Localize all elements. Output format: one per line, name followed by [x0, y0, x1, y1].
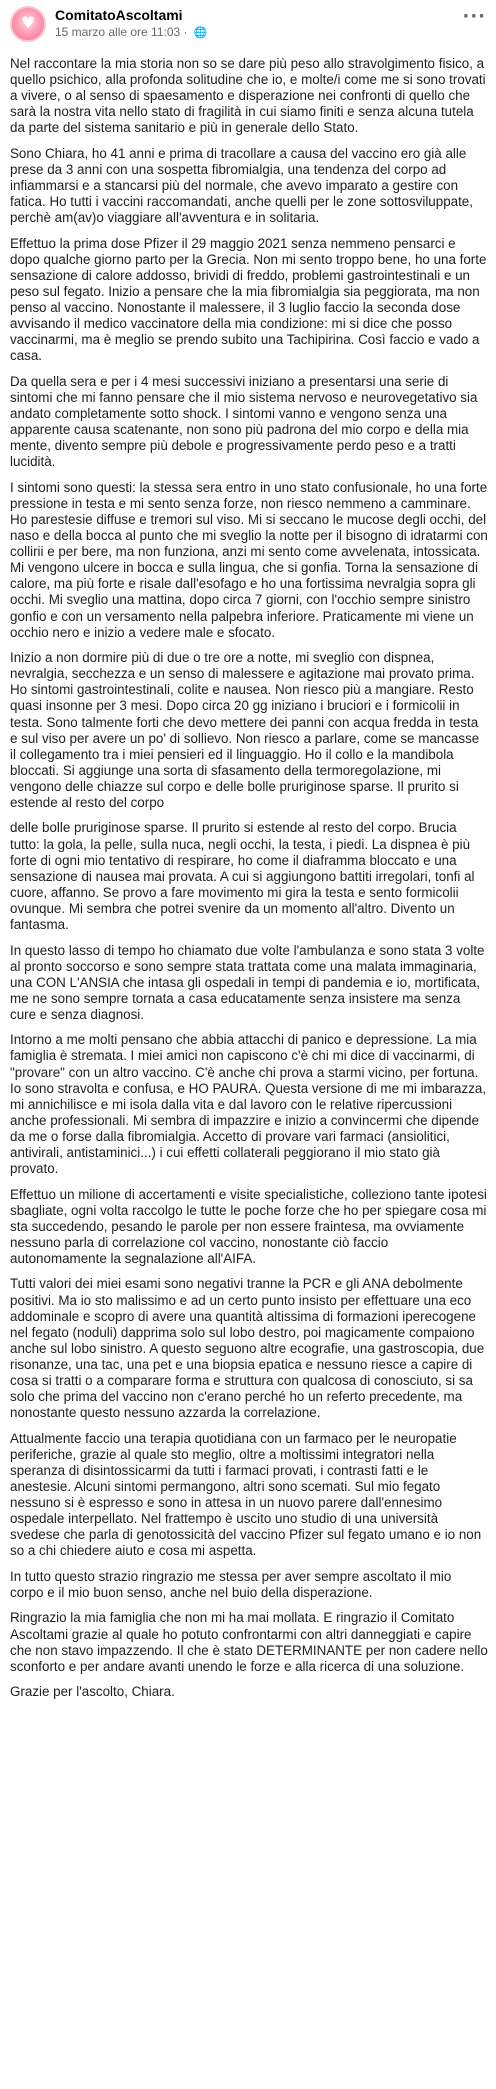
post-paragraph: Intorno a me molti pensano che abbia attacchi di panico e depressione. La mia famiglia è stremata. I miei amici non capiscono c'è chi mi dice di vaccinarmi, di "provare" con un altro vaccino. C'è anche chi prova a starmi vicino, per fortuna. Io sono stravolta e confusa, e HO PAURA. Questa versione di me mi imbarazza, mi annichilisce e mi isola dalla vita e dal lavoro con le relative ripercussioni anche professionali. Mi sembra di impazzire e inizio a convincermi che dipende da me o forse dalla fibromialgia. Accetto di provare vari farmaci (ansiolitici, antivirali, antistaminici...) i cui effetti collaterali peggiorano il mio stato già provato. — [10, 1032, 487, 1177]
post-timestamp[interactable]: 15 marzo alle ore 11:03 — [55, 25, 181, 39]
post-paragraph: Da quella sera e per i 4 mesi successivi iniziano a presentarsi una serie di sintomi che mi fanno pensare che il mio sistema nervoso e neurovegetativo sia andato completamente sotto shock. I sintomi vanno e vengono senza una apparente causa scatenante, non sono più padrona del mio corpo e della mia mente, divento sempre più debole e progressivamente perdo peso e a tratti lucidità. — [10, 373, 478, 470]
avatar[interactable] — [10, 6, 46, 42]
more-options-icon[interactable]: ··· — [462, 6, 486, 27]
post-header — [0, 0, 496, 58]
post-paragraph: delle bolle pruriginose sparse. Il prurito si estende al resto del corpo. Brucia tutto: la gola, la pelle, sulla nuca, negli occhi, la testa, i piedi. La dispnea è più forte di ogni mio tentativo di respirare, ho come il diaframma bloccato e una sensazione di nausea mai provata. A cui si aggiungono battiti irregolari, tonfi al cuore, affanno. Se provo a fare movimento mi gira la testa e sento formicolii ovunque. Mi sembra che potrei svenire da un momento all'altro. Divento un fantasma. — [10, 820, 475, 933]
post-body — [10, 56, 488, 1710]
post-paragraph: Effettuo la prima dose Pfizer il 29 maggio 2021 senza nemmeno pensarci e dopo qualche giorno parto per la Grecia. Non mi sento troppo bene, ho una forte sensazione di calore addosso, brividi di freddo, problemi gastrointestinali e un peso sul fegato. Inizio a pensare che la mia fibromialgia sia peggiorata, ma non penso al vaccino. Nonostante il malessere, il 3 luglio faccio la seconda dose avvisando il medico vaccinatore della mia condizione: mi si dice che posso vaccinarmi, ma è meglio se prendo subito una Tachipirina. Così faccio e vado a casa. — [10, 235, 487, 364]
post-paragraph: Nel raccontare la mia storia non so se dare più peso allo stravolgimento fisico, a quello psichico, alla profonda solitudine che io, e molte/i come me si sono trovati a vivere, o al senso di spaesamento e disperazione nei confronti di quello che sarà la nostra vita nello stato di fragilità in cui siamo finiti e senza alcuna tutela da parte del sistema sanitario e più in generale dello Stato. — [10, 56, 486, 136]
post-paragraph: Effettuo un milione di accertamenti e visite specialistiche, colleziono tante ipotesi sbagliate, ogni volta raccolgo le tutte le poche forze che ho per spiegare cosa mi sta succedendo, pesando le parole per non essere fraintesa, ma ovviamente nessuno parla di correlazione col vaccino, nonostante ciò faccio autonomamente la segnalazione all'AIFA. — [10, 1186, 487, 1266]
post-meta — [55, 25, 208, 39]
post-paragraph: In tutto questo strazio ringrazio me stessa per aver sempre ascoltato il mio corpo e il mio buon senso, anche nel buio della disperazione. — [10, 1568, 452, 1600]
post-paragraph: Sono Chiara, ho 41 anni e prima di tracollare a causa del vaccino ero già alle prese da 3 anni con una sospetta fibromialgia, una tendenza del corpo ad infiammarsi e a stancarsi più del normale, che avevo imparato a gestire con fatica. Ho tutti i vaccini raccomandati, anche quelli per le zone sottosviluppate, perchè am(av)o viaggiare all'avventura e in solitaria. — [10, 145, 473, 226]
post-paragraph: Inizio a non dormire più di due o tre ore a notte, mi sveglio con dispnea, nevralgia, secchezza e un senso di malessere e agitazione mai provato prima. Ho sintomi gastrointestinali, colite e nausea. Non riesco più a mangiare. Resto quasi insonne per 3 mesi. Dopo circa 20 gg iniziano i bruciori e i formicolii in testa. Sono talmente forti che devo mettere dei panni con acqua fredda in testa e sul viso per avere un po' di sollievo. Non riesco a parlare, come se mancasse il collegamento tra i miei pensieri ed il linguaggio. Ho il collo e la mandibola bloccati. Si aggiunge una sorta di sfasamento della termoregolazione, mi vengono delle chiazze sul corpo e delle bolle pruriginose sparse. Il prurito si estende al resto del corpo — [10, 650, 480, 810]
globe-icon: 🌐 — [193, 26, 208, 39]
post-paragraph: Ringrazio la mia famiglia che non mi ha mai mollata. E ringrazio il Comitato Ascoltami grazie al quale ho potuto confrontarmi con altri danneggiati e capire che non stavo impazzendo. Il che è stato DETERMINANTE per non cadere nello sconforto e per andare avanti unendo le forze e alla ricerca di una soluzione. — [10, 1610, 488, 1674]
post-paragraph: Tutti valori dei miei esami sono negativi tranne la PCR e gli ANA debolmente positivi. Ma io sto malissimo e ad un certo punto insisto per effettuare una eco addominale e scopro di avere una quantità altissima di formazioni iperecogene nel fegato (noduli) dapprima solo sul lobo destro, poi magicamente compaiono anche sul lobo sinistro. A questo seguono altre ecografie, una gastroscopia, due risonanze, una tac, una pet e una biopsia epatica e nessuno riesce a capire di cosa si tratti o a comparare forma e struttura con qualcosa di conosciuto, si sa solo che prima del vaccino non c'erano perché ho un referto precedente, ma nonostante questo nessuno azzarda la correlazione. — [10, 1276, 485, 1421]
post-paragraph: Attualmente faccio una terapia quotidiana con un farmaco per le neuropatie periferiche, grazie al quale sto meglio, oltre a moltissimi integratori nella speranza di disintossicarmi da tutti i farmaci provati, i contrasti fatti e le anestesie. Alcuni sintomi permangono, altri sono scemati. Sul mio fegato nessuno si è espresso e sono in attesa in un nuovo parere dall'ennesimo ospedale interpellato. Nel frattempo è uscito uno studio di una università svedese che parla di genotossicità del vaccino Pfizer sul fegato umano e io non so a chi chiedere aiuto e cosa mi aspetta. — [10, 1430, 482, 1559]
author-name[interactable]: ComitatoAscoltami — [55, 7, 183, 23]
post-paragraph: Grazie per l'ascolto, Chiara. — [10, 1684, 175, 1700]
post-paragraph: I sintomi sono questi: la stessa sera entro in uno stato confusionale, ho una forte pressione in testa e mi sento senza forze, non riesco nemmeno a camminare. Ho parestesie diffuse e tremori sul viso. Mi si seccano le mucose degli occhi, del naso e della bocca al punto che mi sveglio la notte per il bisogno di idratarmi con collirii e per bere, ma non funziona, anzi mi sento come avvelenata, intossicata. Mi vengono ulcere in bocca e sulla lingua, che si gonfia. Torna la sensazione di calore, ma più forte e risale dall'esofago e ho una fortissima nevralgia sopra gli occhi. Mi sveglio una mattina, dopo circa 7 giorni, con l'occhio sempre sinistro gonfio e con un versamento nella palpebra inferiore. Praticamente mi viene un occhio nero e inizio a vedere male e sfocato. — [10, 479, 488, 640]
post-paragraph: In questo lasso di tempo ho chiamato due volte l'ambulanza e sono stata 3 volte al pronto soccorso e sono sempre stata trattata come una malata immaginaria, una CON L'ANSIA che intasa gli ospedali in tempi di pandemia e io, mortificata, me ne sono sempre tornata a casa educatamente senza insistere ma senza cure e senza diagnosi. — [10, 942, 485, 1022]
meta-separator: · — [183, 25, 188, 39]
